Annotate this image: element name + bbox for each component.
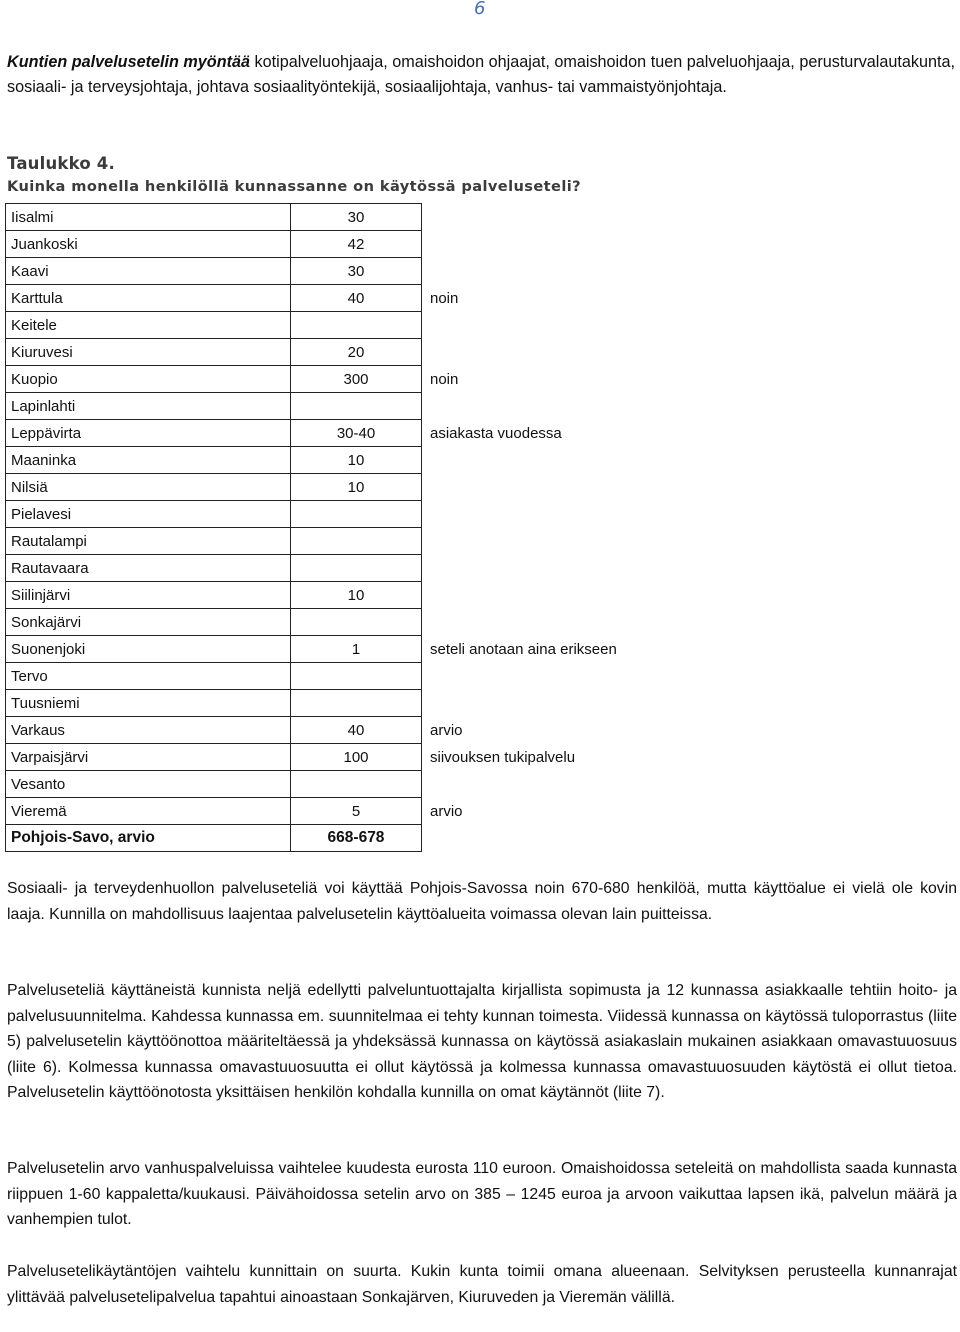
table-total-row — [6, 825, 618, 852]
note-cell — [422, 663, 618, 690]
table-row — [6, 798, 618, 825]
user-count-cell — [291, 393, 422, 420]
user-count-cell: 20 — [291, 339, 422, 366]
municipality-name-cell: Kiuruvesi — [6, 339, 291, 366]
table-row — [6, 420, 618, 447]
user-count-cell: 40 — [291, 717, 422, 744]
user-count-cell: 30-40 — [291, 420, 422, 447]
table-row — [6, 474, 618, 501]
table-row — [6, 312, 618, 339]
municipality-name-cell: Pielavesi — [6, 501, 291, 528]
table-caption-number: Taulukko 4. — [7, 154, 115, 173]
note-cell — [422, 582, 618, 609]
note-cell — [422, 204, 618, 231]
municipality-name-cell: Varkaus — [6, 717, 291, 744]
user-count-cell — [291, 528, 422, 555]
user-count-cell — [291, 663, 422, 690]
table-row — [6, 285, 618, 312]
note-cell — [422, 474, 618, 501]
user-count-cell — [291, 501, 422, 528]
note-cell — [422, 501, 618, 528]
table-row — [6, 609, 618, 636]
user-count-cell: 40 — [291, 285, 422, 312]
municipality-name-cell: Juankoski — [6, 231, 291, 258]
user-count-cell: 10 — [291, 474, 422, 501]
note-cell — [422, 771, 618, 798]
table-row — [6, 393, 618, 420]
table-row — [6, 258, 618, 285]
note-cell — [422, 609, 618, 636]
municipality-name-cell: Pohjois-Savo, arvio — [6, 825, 291, 852]
table-row — [6, 366, 618, 393]
table-row — [6, 582, 618, 609]
note-cell: siivouksen tukipalvelu — [430, 748, 576, 766]
user-count-cell: 100 — [291, 744, 422, 771]
user-count-cell: 30 — [291, 258, 422, 285]
table-row — [6, 636, 618, 663]
municipality-name-cell: Rautavaara — [6, 555, 291, 582]
municipality-name-cell: Nilsiä — [6, 474, 291, 501]
user-count-cell: 5 — [291, 798, 422, 825]
user-count-cell — [291, 312, 422, 339]
note-cell — [422, 528, 618, 555]
user-count-cell — [291, 771, 422, 798]
municipality-table — [5, 203, 618, 852]
table-row — [6, 339, 618, 366]
municipality-name-cell: Vieremä — [6, 798, 291, 825]
municipality-name-cell: Iisalmi — [6, 204, 291, 231]
note-cell — [422, 690, 618, 717]
note-cell: arvio — [430, 802, 463, 820]
municipality-name-cell: Kuopio — [6, 366, 291, 393]
page-number: 6 — [474, 0, 486, 19]
user-count-cell — [291, 609, 422, 636]
table-row — [6, 555, 618, 582]
municipality-name-cell: Varpaisjärvi — [6, 744, 291, 771]
table-row — [6, 501, 618, 528]
table-row — [6, 231, 618, 258]
table-row — [6, 447, 618, 474]
table-row — [6, 717, 618, 744]
municipality-name-cell: Keitele — [6, 312, 291, 339]
note-cell — [422, 393, 618, 420]
user-count-cell: 668-678 — [291, 825, 422, 852]
table-caption-question: Kuinka monella henkilöllä kunnassanne on käytössä palveluseteli? — [7, 178, 582, 195]
paragraph-usage: Sosiaali- ja terveydenhuollon palveluseteliä voi käyttää Pohjois-Savossa noin 670-680 henkilöä, mutta käyttöalue ei vielä ole kovin laaja. Kunnilla on mahdollisuus laajentaa palvelusetelin käyttöalueita voimassa olevan lain puitteissa. — [7, 880, 957, 923]
table-row — [6, 690, 618, 717]
note-cell — [422, 447, 618, 474]
table-row — [6, 204, 618, 231]
municipality-name-cell: Lapinlahti — [6, 393, 291, 420]
note-cell — [422, 555, 618, 582]
user-count-cell: 42 — [291, 231, 422, 258]
paragraph-voucher-value: Palvelusetelin arvo vanhuspalveluissa vaihtelee kuudesta eurosta 110 euroon. Omaishoidossa seteleitä on mahdollista saada kunnasta riippuen 1-60 kappaletta/kuukausi. Päivähoidossa setelin arvo on 385 – 1245 euroa ja arvoon vaikuttaa lapsen ikä, palvelun määrä ja vanhempien tulot. — [7, 1160, 957, 1229]
note-cell: arvio — [430, 721, 463, 739]
user-count-cell — [291, 555, 422, 582]
municipality-name-cell: Maaninka — [6, 447, 291, 474]
intro-text: kotipalveluohjaaja, omaishoidon ohjaajat, omaishoidon tuen palveluohjaaja, perusturvalautakunta, sosiaali- ja terveysjohtaja, johtava sosiaalityöntekijä, sosiaalijohtaja, vanhus- tai vammaistyönjohtaja. — [7, 53, 955, 96]
municipality-name-cell: Karttula — [6, 285, 291, 312]
user-count-cell: 10 — [291, 447, 422, 474]
user-count-cell: 300 — [291, 366, 422, 393]
note-cell — [422, 258, 618, 285]
note-cell — [422, 339, 618, 366]
user-count-cell — [291, 690, 422, 717]
table-row — [6, 771, 618, 798]
note-cell — [422, 312, 618, 339]
user-count-cell: 10 — [291, 582, 422, 609]
intro-lead: Kuntien palvelusetelin myöntää — [7, 53, 250, 71]
paragraph-contracts: Palveluseteliä käyttäneistä kunnista neljä edellytti palveluntuottajalta kirjallista sopimusta ja 12 kunnassa asiakkaalle tehtiin hoito- ja palvelusuunnitelma. Kahdessa kunnassa em. suunnitelmaa ei tehty kunnan toimesta. Viidessä kunnassa on käytössä tuloporrastus (liite 5) palvelusetelin käyttöönottoa määriteltäessä ja yhdeksässä kunnassa on käytössä asiakaslain mukainen asiakkaan omavastuuosuus (liite 6). Kolmessa kunnassa omavastuuosuutta ei ollut käytössä ja kolmessa kunnassa omavastuuosuuden käytöstä ei ollut tietoa. Palvelusetelin käyttöönotosta yksittäisen henkilön kohdalla kunnilla on omat käytännöt (liite 7). — [7, 982, 957, 1102]
note-cell: asiakasta vuodessa — [430, 424, 562, 442]
intro-paragraph — [7, 50, 955, 100]
note-cell: noin — [430, 370, 459, 388]
note-cell: seteli anotaan aina erikseen — [430, 640, 617, 658]
municipality-name-cell: Leppävirta — [6, 420, 291, 447]
table-row — [6, 663, 618, 690]
municipality-name-cell: Sonkajärvi — [6, 609, 291, 636]
table-row — [6, 528, 618, 555]
user-count-cell: 30 — [291, 204, 422, 231]
municipality-name-cell: Suonenjoki — [6, 636, 291, 663]
note-cell: noin — [430, 289, 459, 307]
municipality-name-cell: Siilinjärvi — [6, 582, 291, 609]
municipality-name-cell: Rautalampi — [6, 528, 291, 555]
municipality-name-cell: Tervo — [6, 663, 291, 690]
user-count-cell: 1 — [291, 636, 422, 663]
table-row — [6, 744, 618, 771]
municipality-name-cell: Kaavi — [6, 258, 291, 285]
municipality-name-cell: Tuusniemi — [6, 690, 291, 717]
paragraph-practices: Palvelusetelikäytäntöjen vaihtelu kunnittain on suurta. Kukin kunta toimii omana alueenaan. Selvityksen perusteella kunnanrajat ylittävää palvelusetelipalvelua tapahtui ainoastaan Sonkajärven, Kiuruveden ja Vieremän välillä. — [7, 1263, 957, 1306]
note-cell — [422, 231, 618, 258]
municipality-name-cell: Vesanto — [6, 771, 291, 798]
